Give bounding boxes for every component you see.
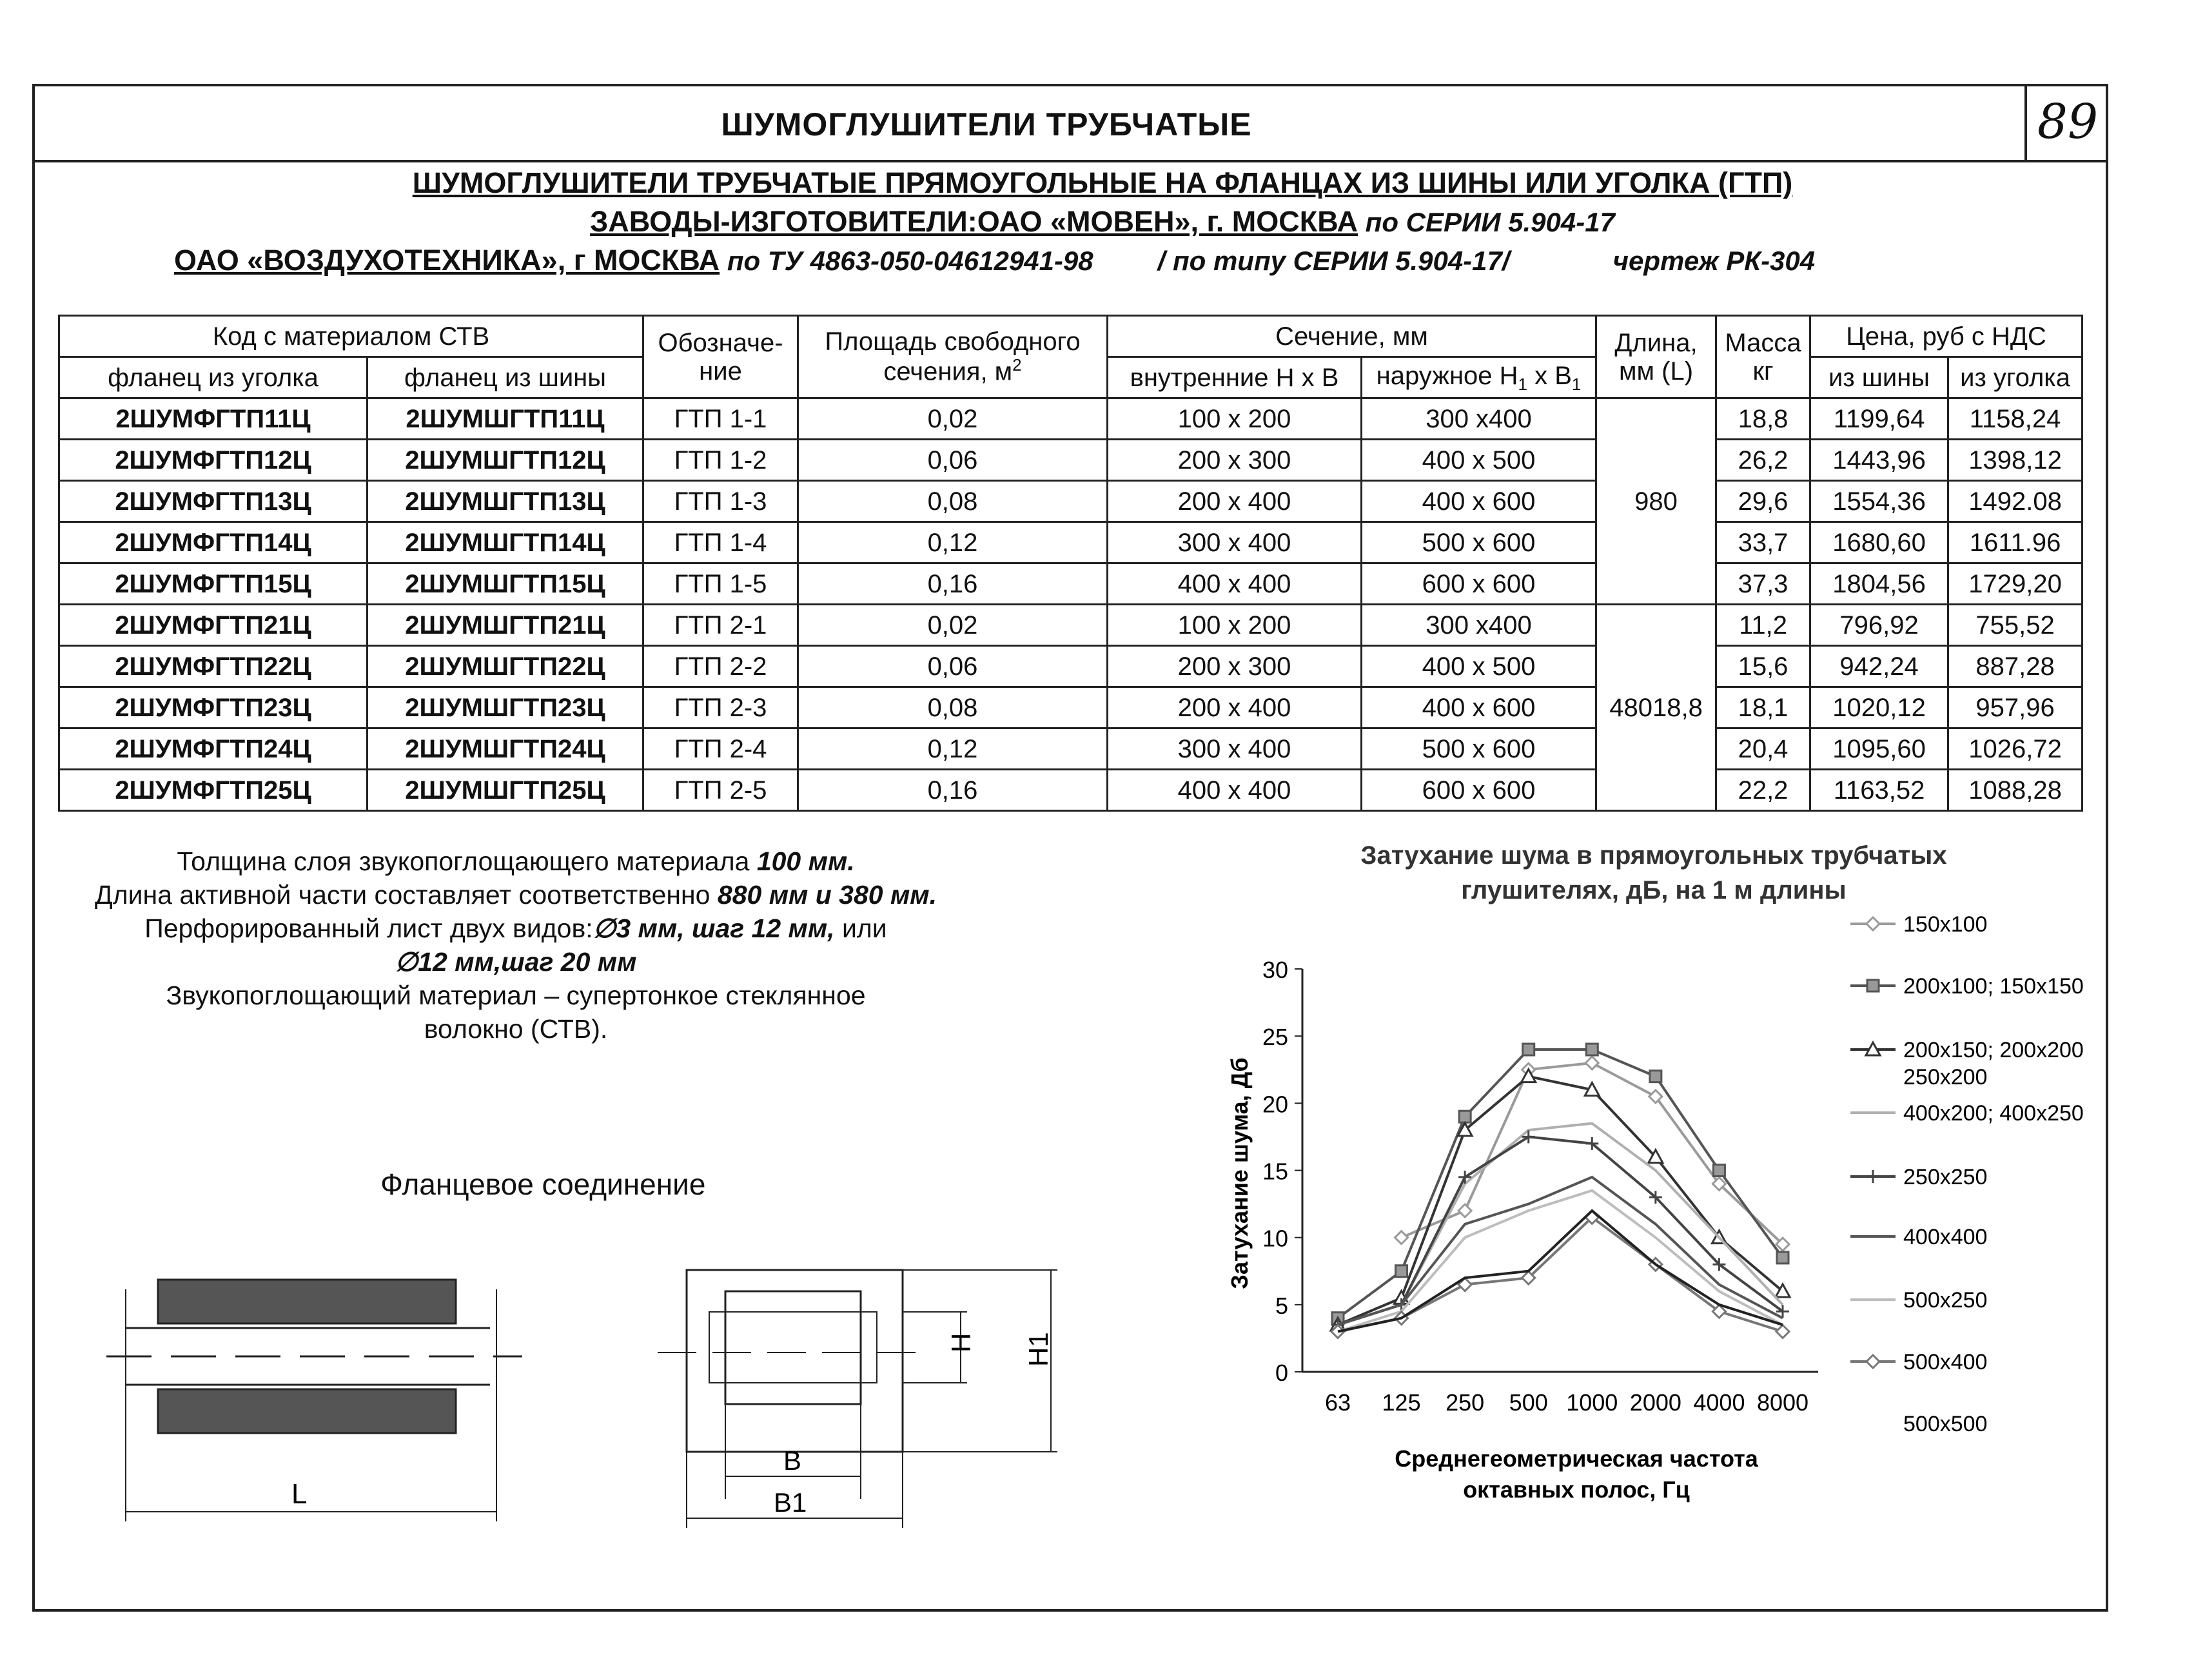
insulation-bottom xyxy=(158,1389,456,1433)
flange-diagram-title: Фланцевое соединение xyxy=(380,1167,706,1201)
data-point xyxy=(1713,1165,1725,1177)
x-tick-label: 125 xyxy=(1382,1389,1421,1416)
section-outer-cell: 600 х 600 xyxy=(1362,563,1596,605)
header-price-bus: из шины xyxy=(1810,357,1948,398)
mass-cell: 20,4 xyxy=(1716,728,1810,770)
header-free-area: Площадь свободного сечения, $м^2$ xyxy=(798,316,1108,398)
attenuation-chart xyxy=(1226,912,2084,1503)
designation-cell: ГТП 1-2 xyxy=(643,440,798,481)
series-line xyxy=(1338,1124,1783,1325)
price-bus-cell: 1680,60 xyxy=(1810,522,1948,563)
x-tick-label: 250 xyxy=(1446,1389,1485,1416)
length-cell: 980 xyxy=(1596,398,1716,605)
page-number: 89 xyxy=(2037,94,2099,150)
manufacturer-vozdukhotekhnika: ОАО «ВОЗДУХОТЕХНИКА», г МОСКВА xyxy=(174,244,720,277)
code-angle-cell: 2ШУМФГТП14Ц xyxy=(59,522,368,563)
dim-H-label: H xyxy=(946,1333,976,1353)
code-angle-cell: 2ШУМФГТП22Ц xyxy=(59,646,368,687)
code-bus-cell: 2ШУМШГТП22Ц xyxy=(368,646,643,687)
x-tick-label: 1000 xyxy=(1566,1389,1618,1416)
flange-side-view xyxy=(106,1280,522,1521)
note-material-2: волокно (СТВ). xyxy=(424,1014,608,1044)
data-point xyxy=(1867,1355,1879,1368)
code-bus-cell: 2ШУМШГТП11Ц xyxy=(368,398,643,440)
y-tick-label: 15 xyxy=(1262,1158,1288,1185)
price-angle-cell: 1492.08 xyxy=(1948,481,2082,522)
dim-B1-label: B1 xyxy=(774,1487,807,1518)
free-area-cell: 0,08 xyxy=(798,687,1108,728)
x-tick-label: 500 xyxy=(1509,1389,1548,1416)
mass-cell: 22,2 xyxy=(1716,770,1810,811)
free-area-cell: 0,12 xyxy=(798,522,1108,563)
section-inner-cell: 200 х 300 xyxy=(1108,440,1362,481)
price-angle-cell: 1611.96 xyxy=(1948,522,2082,563)
x-tick-label: 4000 xyxy=(1693,1389,1745,1416)
code-angle-cell: 2ШУМФГТП24Ц xyxy=(59,728,368,770)
x-axis-label-line-2: октавных полос, Гц xyxy=(1463,1476,1690,1503)
section-outer-cell: 400 х 500 xyxy=(1362,440,1596,481)
header-price-group: Цена, руб с НДС xyxy=(1810,316,2082,357)
code-angle-cell: 2ШУМФГТП23Ц xyxy=(59,687,368,728)
price-bus-cell: 1095,60 xyxy=(1810,728,1948,770)
designation-cell: ГТП 2-4 xyxy=(643,728,798,770)
legend-label: 400х400 xyxy=(1903,1225,1988,1249)
section-outer-cell: 500 х 600 xyxy=(1362,728,1596,770)
section-inner-cell: 300 х 400 xyxy=(1108,522,1362,563)
section-inner-cell: 200 х 400 xyxy=(1108,687,1362,728)
price-bus-cell: 1554,36 xyxy=(1810,481,1948,522)
code-angle-cell: 2ШУМФГТП13Ц xyxy=(59,481,368,522)
data-point xyxy=(1777,1252,1788,1264)
code-angle-cell: 2ШУМФГТП12Ц xyxy=(59,440,368,481)
free-area-cell: 0,02 xyxy=(798,398,1108,440)
subtitle-line-1: ШУМОГЛУШИТЕЛИ ТРУБЧАТЫЕ ПРЯМОУГОЛЬНЫЕ НА ФЛАНЦАХ ИЗ ШИНЫ ИЛИ УГОЛКА (ГТП) xyxy=(412,166,1793,199)
mass-cell: 26,2 xyxy=(1716,440,1810,481)
price-angle-cell: 887,28 xyxy=(1948,646,2082,687)
free-area-cell: 0,06 xyxy=(798,646,1108,687)
designation-cell: ГТП 2-1 xyxy=(643,605,798,646)
mass-cell: 15,6 xyxy=(1716,646,1810,687)
y-tick-label: 0 xyxy=(1275,1360,1288,1386)
section-outer-cell: 400 х 600 xyxy=(1362,481,1596,522)
designation-cell: ГТП 2-2 xyxy=(643,646,798,687)
header-code-angle: фланец из уголка xyxy=(59,357,368,398)
drawing-reference: чертеж РК-304 xyxy=(1612,246,1816,276)
section-outer-cell: 300 х400 xyxy=(1362,605,1596,646)
section-inner-cell: 400 х 400 xyxy=(1108,563,1362,605)
price-angle-cell: 957,96 xyxy=(1948,687,2082,728)
free-area-cell: 0,06 xyxy=(798,440,1108,481)
price-bus-cell: 1804,56 xyxy=(1810,563,1948,605)
legend-label: 500х500 xyxy=(1903,1412,1988,1436)
header-price-angle: из уголка xyxy=(1948,357,2082,398)
x-tick-label: 63 xyxy=(1324,1389,1351,1416)
y-tick-label: 30 xyxy=(1262,957,1288,983)
y-axis-label: Затухание шума, Дб xyxy=(1226,1057,1253,1289)
data-point xyxy=(1458,1204,1471,1217)
legend-label: 400х200; 400х250 xyxy=(1903,1101,2084,1126)
legend-label-cont: 250х200 xyxy=(1903,1065,1988,1089)
free-area-cell: 0,02 xyxy=(798,605,1108,646)
designation-cell: ГТП 1-5 xyxy=(643,563,798,605)
note-active-length: Длина активной части составляет соответственно 880 мм и 380 мм. xyxy=(94,880,937,910)
data-point xyxy=(1867,980,1879,991)
note-thickness: Толщина слоя звукопоглощающего материала 100 мм. xyxy=(177,846,855,876)
note-perforation: Перфорированный лист двух видов:∅3 мм, шаг 12 мм, или xyxy=(144,913,887,943)
data-point xyxy=(1459,1111,1471,1122)
page-title: ШУМОГЛУШИТЕЛИ ТРУБЧАТЫЕ xyxy=(721,106,1252,142)
code-bus-cell: 2ШУМШГТП13Ц xyxy=(368,481,643,522)
legend-label: 200х100; 150х150 xyxy=(1903,974,2084,999)
price-bus-cell: 796,92 xyxy=(1810,605,1948,646)
price-bus-cell: 1163,52 xyxy=(1810,770,1948,811)
data-point xyxy=(1867,917,1879,930)
legend-label: 150х100 xyxy=(1903,912,1988,937)
designation-cell: ГТП 2-5 xyxy=(643,770,798,811)
price-angle-cell: 755,52 xyxy=(1948,605,2082,646)
section-outer-cell: 400 х 500 xyxy=(1362,646,1596,687)
dim-H1-label: H1 xyxy=(1023,1332,1054,1367)
x-tick-label: 8000 xyxy=(1756,1389,1809,1416)
mass-cell: 33,7 xyxy=(1716,522,1810,563)
mass-cell: 18,8 xyxy=(1716,398,1810,440)
code-angle-cell: 2ШУМФГТП15Ц xyxy=(59,563,368,605)
y-tick-label: 25 xyxy=(1262,1024,1288,1051)
insulation-top xyxy=(158,1280,456,1323)
designation-cell: ГТП 1-3 xyxy=(643,481,798,522)
price-bus-cell: 1199,64 xyxy=(1810,398,1948,440)
code-angle-cell: 2ШУМФГТП11Ц xyxy=(59,398,368,440)
chart-title: Затухание шума в прямоугольных трубчатых глушителях, дБ, на 1 м длины xyxy=(1360,841,1947,904)
section-outer-cell: 500 х 600 xyxy=(1362,522,1596,563)
free-area-cell: 0,16 xyxy=(798,563,1108,605)
data-point xyxy=(1396,1265,1407,1277)
flange-section-view xyxy=(658,1270,1057,1528)
duct-contour xyxy=(709,1312,877,1383)
section-outer-cell: 300 х400 xyxy=(1362,398,1596,440)
code-bus-cell: 2ШУМШГТП12Ц xyxy=(368,440,643,481)
section-inner-cell: 200 х 400 xyxy=(1108,481,1362,522)
legend-label: 200х150; 200х200 xyxy=(1903,1038,2084,1062)
section-inner-cell: 400 х 400 xyxy=(1108,770,1362,811)
designation-cell: ГТП 2-3 xyxy=(643,687,798,728)
data-point xyxy=(1395,1231,1408,1244)
section-outer-cell: 400 х 600 xyxy=(1362,687,1596,728)
section-outer-cell: 600 х 600 xyxy=(1362,770,1596,811)
dim-B-label: B xyxy=(783,1445,802,1476)
section-inner-cell: 100 х 200 xyxy=(1108,605,1362,646)
header-length: Длина, мм (L) xyxy=(1596,316,1716,398)
note-perforation-2: ∅12 мм,шаг 20 мм xyxy=(395,947,637,977)
type-reference: / по типу СЕРИИ 5.904-17/ xyxy=(1157,246,1510,276)
header-designation: Обозначе- ние xyxy=(643,316,798,398)
dim-L-label: L xyxy=(291,1478,308,1510)
mass-cell: 18,1 xyxy=(1716,687,1810,728)
legend-label: 500х400 xyxy=(1903,1350,1988,1374)
x-axis-label: Среднегеометрическая частота xyxy=(1395,1445,1758,1472)
data-point xyxy=(1650,1071,1661,1082)
legend-label: 250х250 xyxy=(1903,1165,1988,1189)
inner-contour xyxy=(725,1291,861,1404)
price-angle-cell: 1729,20 xyxy=(1948,563,2082,605)
tu-reference: по ТУ 4863-050-04612941-98 xyxy=(720,246,1093,276)
free-area-cell: 0,16 xyxy=(798,770,1108,811)
free-area-cell: 0,12 xyxy=(798,728,1108,770)
code-bus-cell: 2ШУМШГТП23Ц xyxy=(368,687,643,728)
y-tick-label: 10 xyxy=(1262,1225,1288,1252)
section-inner-cell: 100 х 200 xyxy=(1108,398,1362,440)
code-bus-cell: 2ШУМШГТП25Ц xyxy=(368,770,643,811)
header-code-group: Код с материалом СТВ xyxy=(59,316,643,357)
designation-cell: ГТП 1-1 xyxy=(643,398,798,440)
section-inner-cell: 200 х 300 xyxy=(1108,646,1362,687)
data-point xyxy=(1523,1044,1534,1055)
price-angle-cell: 1398,12 xyxy=(1948,440,2082,481)
data-point xyxy=(1586,1044,1598,1055)
outer-contour xyxy=(687,1270,903,1452)
note-material: Звукопоглощающий материал – супертонкое стеклянное xyxy=(166,981,866,1010)
x-tick-label: 2000 xyxy=(1629,1389,1681,1416)
code-bus-cell: 2ШУМШГТП15Ц xyxy=(368,563,643,605)
price-angle-cell: 1088,28 xyxy=(1948,770,2082,811)
price-bus-cell: 942,24 xyxy=(1810,646,1948,687)
data-point xyxy=(1776,1325,1789,1338)
code-angle-cell: 2ШУМФГТП25Ц xyxy=(59,770,368,811)
length-cell: 48018,8 xyxy=(1596,605,1716,811)
series-reference: по СЕРИИ 5.904-17 xyxy=(1358,207,1615,237)
mass-cell: 37,3 xyxy=(1716,563,1810,605)
section-inner-cell: 300 х 400 xyxy=(1108,728,1362,770)
header-code-bus: фланец из шины xyxy=(368,357,643,398)
free-area-cell: 0,08 xyxy=(798,481,1108,522)
header-mass: Масса кг xyxy=(1716,316,1810,398)
code-bus-cell: 2ШУМШГТП21Ц xyxy=(368,605,643,646)
code-angle-cell: 2ШУМФГТП21Ц xyxy=(59,605,368,646)
price-bus-cell: 1443,96 xyxy=(1810,440,1948,481)
legend-label: 500х250 xyxy=(1903,1288,1988,1313)
price-bus-cell: 1020,12 xyxy=(1810,687,1948,728)
price-angle-cell: 1158,24 xyxy=(1948,398,2082,440)
header-section-inner: внутренние Н х В xyxy=(1108,357,1362,398)
code-bus-cell: 2ШУМШГТП14Ц xyxy=(368,522,643,563)
manufacturer-moven: ЗАВОДЫ-ИЗГОТОВИТЕЛИ:ОАО «МОВЕН», г. МОСКВА xyxy=(590,205,1358,238)
mass-cell: 11,2 xyxy=(1716,605,1810,646)
y-tick-label: 20 xyxy=(1262,1091,1288,1118)
y-tick-label: 5 xyxy=(1275,1292,1288,1319)
price-angle-cell: 1026,72 xyxy=(1948,728,2082,770)
data-point xyxy=(1585,1057,1598,1070)
designation-cell: ГТП 1-4 xyxy=(643,522,798,563)
code-bus-cell: 2ШУМШГТП24Ц xyxy=(368,728,643,770)
header-section-outer: наружное $Н_1$ х $В_1$ xyxy=(1362,357,1596,398)
header-section-group: Сечение, мм xyxy=(1108,316,1596,357)
mass-cell: 29,6 xyxy=(1716,481,1810,522)
